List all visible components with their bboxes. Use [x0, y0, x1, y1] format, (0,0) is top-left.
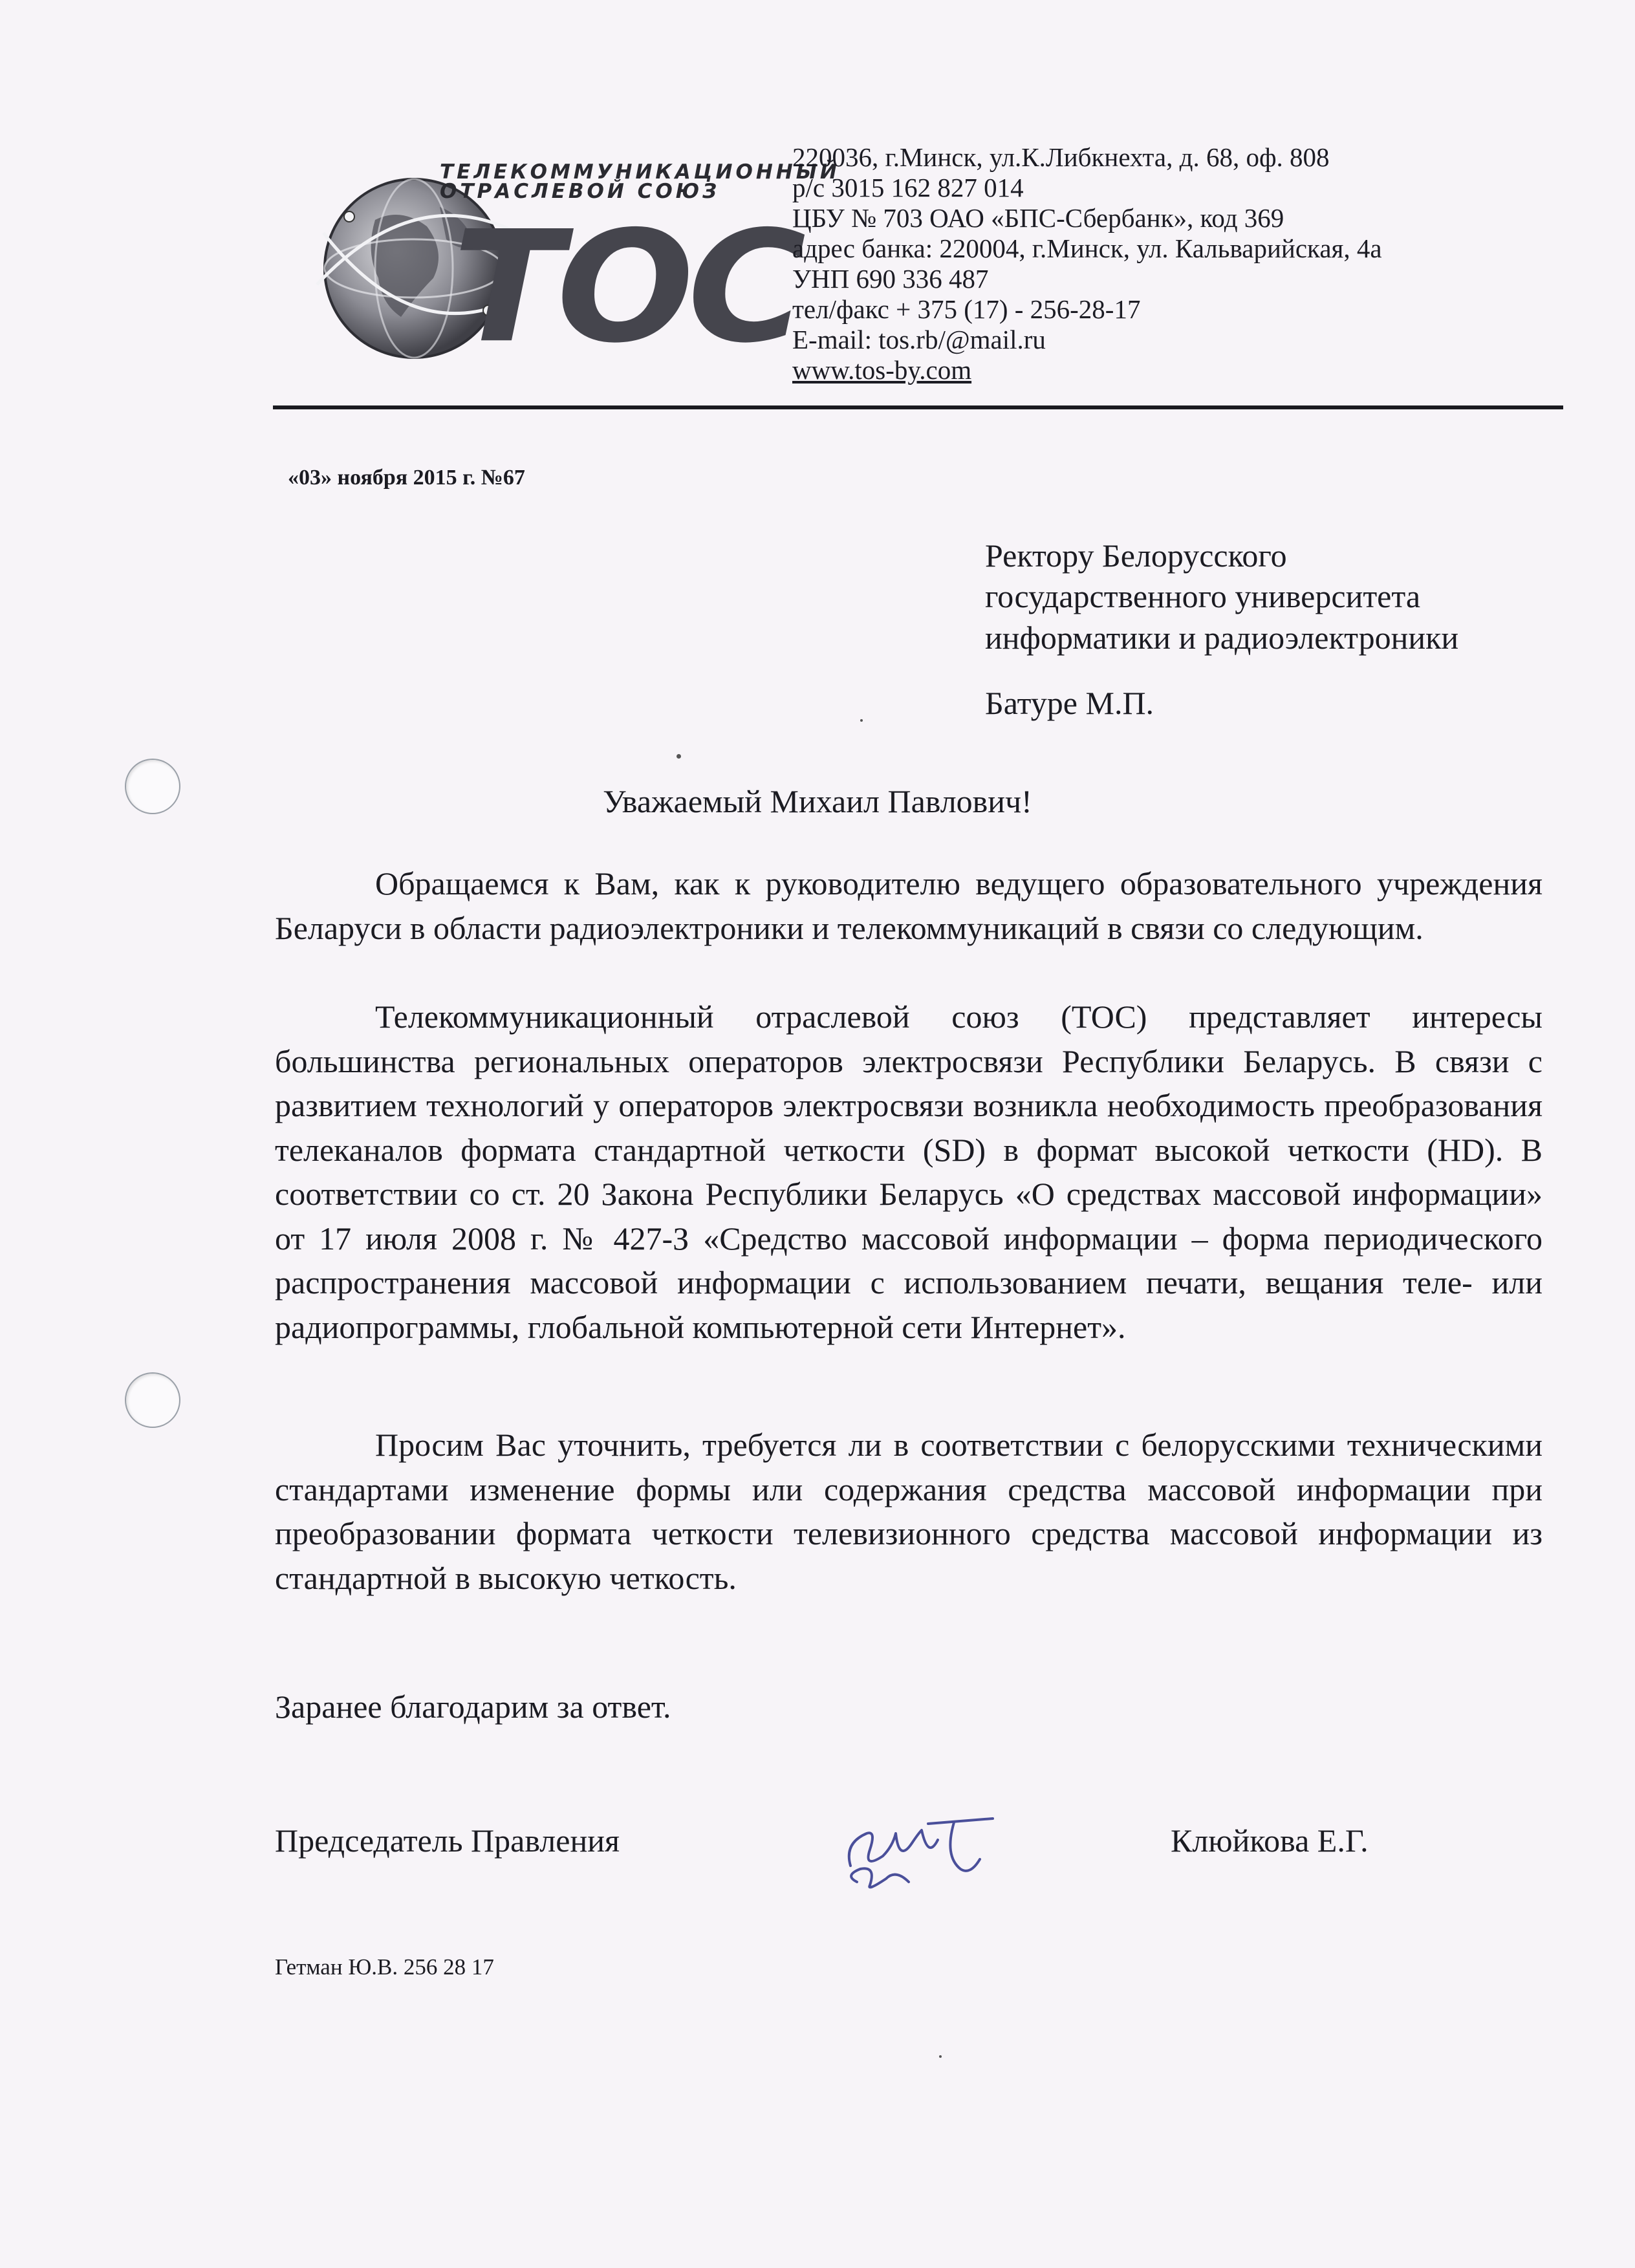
- document-date-number: «03» ноября 2015 г. №67: [288, 466, 525, 490]
- handwritten-signature-icon: [831, 1804, 1025, 1895]
- bank-address-line: адрес банка: 220004, г.Минск, ул. Кальварийская, 4а: [792, 233, 1382, 263]
- bank-line: ЦБУ № 703 ОАО «БПС-Сбербанк», код 369: [792, 203, 1284, 233]
- logo-tagline-line2: ОТРАСЛЕВОЙ СОЮЗ: [440, 180, 720, 203]
- addressee-line: Ректору Белорусского: [985, 537, 1287, 574]
- paragraph: Обращаемся к Вам, как к руководителю ведущего образовательного учреждения Беларуси в области радиоэлектроники и телекоммуникаций в связи со следующим.: [275, 865, 1543, 946]
- header-divider: [273, 405, 1563, 409]
- punch-hole: [125, 1372, 180, 1428]
- account-line: р/с 3015 162 827 014: [792, 173, 1024, 202]
- scan-speck: [939, 2055, 942, 2058]
- addressee-name: Батуре М.П.: [985, 685, 1154, 721]
- executor-contact: Гетман Ю.В. 256 28 17: [275, 1954, 494, 1980]
- addressee-line: государственного университета: [985, 578, 1421, 614]
- scan-speck: [677, 754, 681, 759]
- paragraph: Телекоммуникационный отраслевой союз (ТОС) представляет интересы большинства региональных операторов электросвязи Республики Беларусь. В связи с развитием технологий у операторов электросвязи возникла необходимость преобразования телеканалов формата стандартной четкости (SD) в формат высокой четкости (HD). В соответствии со ст. 20 Закона Республики Беларусь «О средствах массовой информации» от 17 июля 2008 г. № 427-З «Средство массовой информации – форма периодического распространения массовой информации с использованием печати, вещания теле- или радиопрограммы, глобальной компьютерной сети Интернет».: [275, 999, 1543, 1345]
- unp-line: УНП 690 336 487: [792, 264, 989, 294]
- email-line: E-mail: tos.rb/@mail.ru: [792, 325, 1046, 354]
- logo-tagline-line1: ТЕЛЕКОММУНИКАЦИОННЫЙ: [440, 160, 840, 184]
- address-line: 220036, г.Минск, ул.К.Либкнехта, д. 68, оф. 808: [792, 142, 1330, 172]
- website-link[interactable]: www.tos-by.com: [792, 355, 972, 385]
- closing-thanks: Заранее благодарим за ответ.: [275, 1689, 671, 1725]
- scan-speck: [860, 719, 863, 722]
- punch-hole: [125, 759, 180, 814]
- logo-wordmark: ТОС: [453, 197, 800, 377]
- salutation: Уважаемый Михаил Павлович!: [603, 783, 1032, 819]
- addressee-line: информатики и радиоэлектроники: [985, 620, 1459, 656]
- signer-name: Клюйкова Е.Г.: [1171, 1822, 1369, 1859]
- signer-title: Председатель Правления: [275, 1822, 620, 1859]
- paragraph: Просим Вас уточнить, требуется ли в соответствии с белорусскими техническими стандартами изменение формы или содержания средства массовой информации при преобразовании формата четкости телевизионного средства массовой информации из стандартной в высокую четкость.: [275, 1427, 1543, 1596]
- phone-line: тел/факс + 375 (17) - 256-28-17: [792, 294, 1141, 324]
